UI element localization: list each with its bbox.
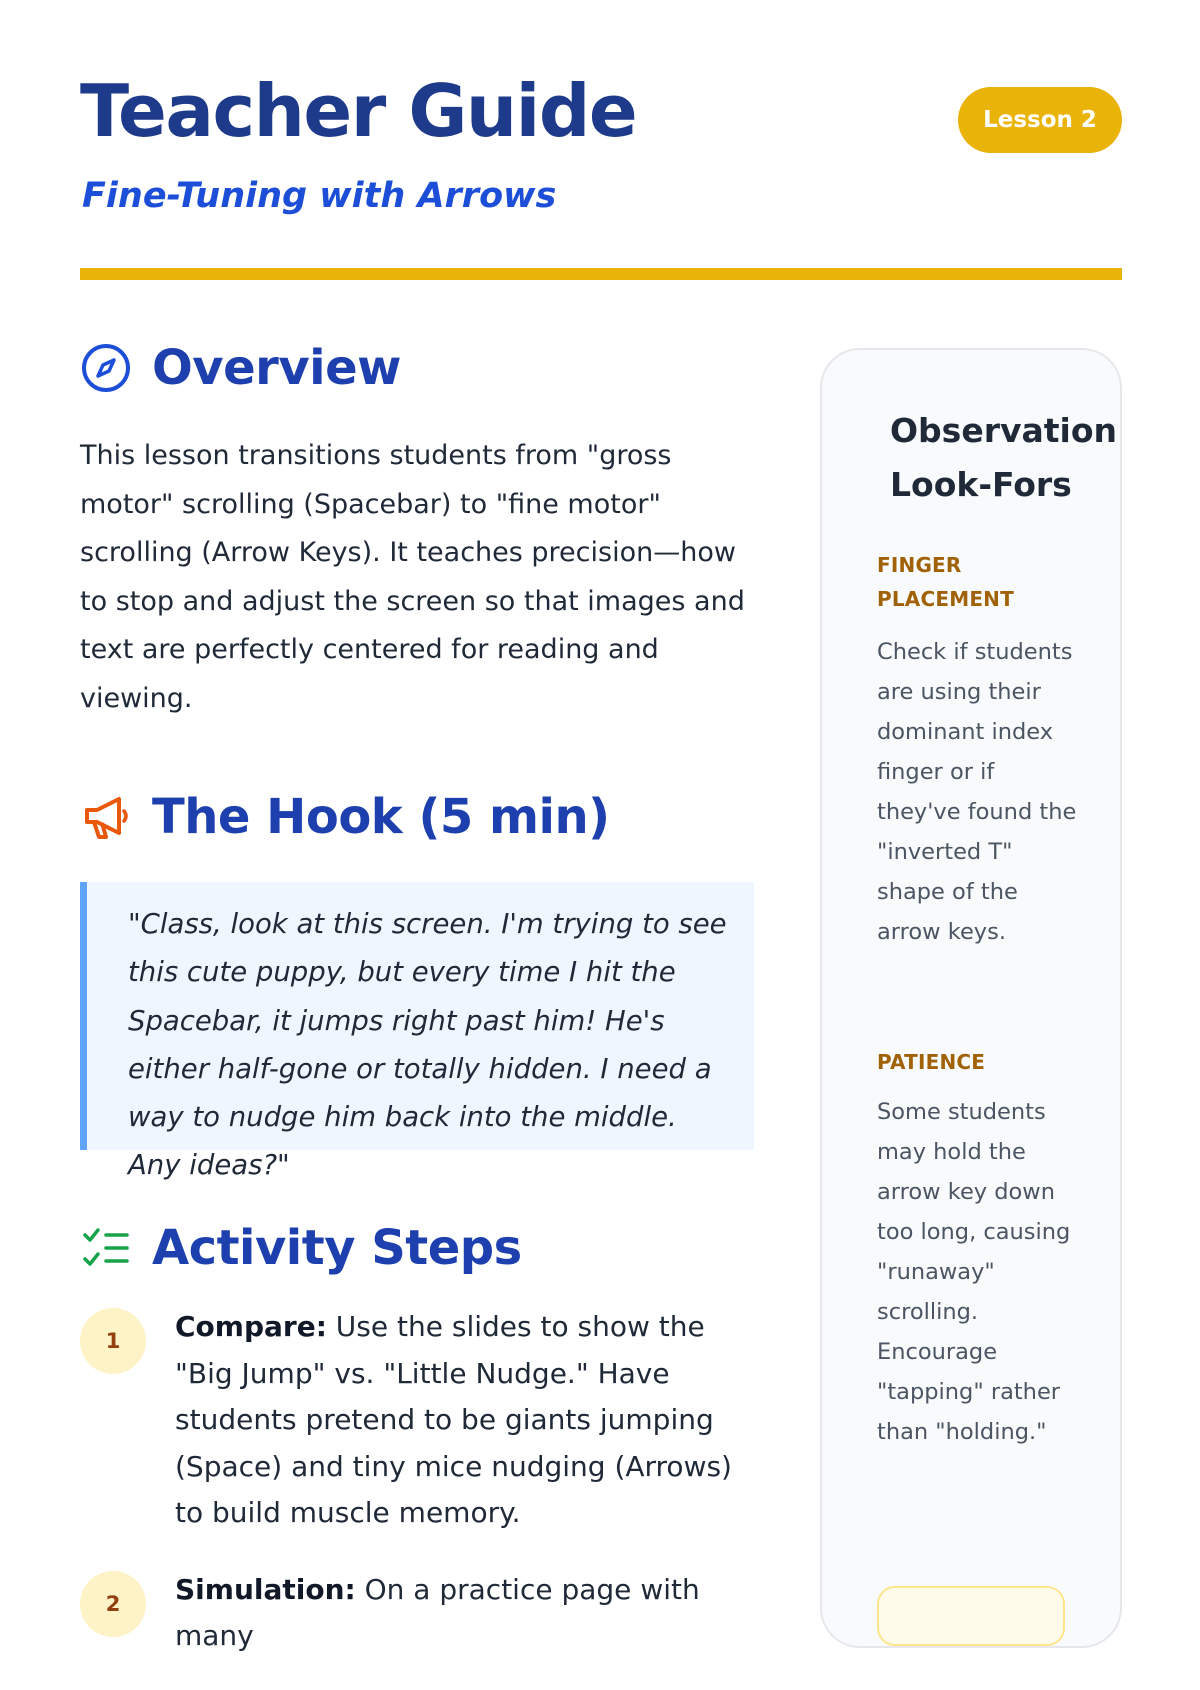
- lesson-badge: Lesson 2: [958, 87, 1122, 153]
- compass-icon: [80, 342, 132, 394]
- observation-sidebar: [820, 348, 1122, 1648]
- step-text: [175, 1567, 760, 1660]
- hook-quote-text: "Class, look at this screen. I'm trying to see this cute puppy, but every time I hit the Spacebar, it jumps right past him! He's either half-gone or totally hidden. I need a way to nudge him back into the middle. Any ideas?": [128, 908, 727, 1182]
- step-text: [175, 1304, 760, 1537]
- overview-heading-row: [80, 340, 401, 396]
- activity-heading-row: [80, 1220, 522, 1276]
- sidebar-tip-card: [877, 1586, 1065, 1646]
- step-number: 1: [80, 1308, 146, 1374]
- sidebar-heading: Observation Look-Fors: [890, 411, 1118, 504]
- lookfor-label: PATIENCE: [877, 1050, 986, 1074]
- activity-heading: Activity Steps: [152, 1220, 522, 1276]
- step-body: On a practice page with many: [175, 1572, 700, 1652]
- lookfor-text: Some students may hold the arrow key down too long, causing "runaway" scrolling. Encourage "tapping" rather than "holding.": [877, 1099, 1071, 1445]
- overview-heading: Overview: [152, 340, 401, 396]
- step-body: Use the slides to show the "Big Jump" vs. "Little Nudge." Have students pretend to be giants jumping (Space) and tiny mice nudging (Arrows) to build muscle memory.: [175, 1310, 732, 1529]
- megaphone-icon: [80, 791, 132, 843]
- page-subtitle: Fine-Tuning with Arrows: [82, 176, 557, 216]
- hook-heading: The Hook (5 min): [152, 789, 610, 845]
- activity-step: [80, 1567, 760, 1660]
- step-label: Compare:: [175, 1310, 327, 1343]
- activity-steps-list: [80, 1304, 760, 1690]
- header-divider: [80, 268, 1122, 280]
- hook-quote: [80, 882, 754, 1182]
- page-title: Teacher Guide: [80, 69, 637, 153]
- lookfor-text: Check if students are using their dominant index finger or if they've found the "inverted T" shape of the arrow keys.: [877, 639, 1077, 945]
- activity-step: [80, 1304, 760, 1537]
- checklist-icon: [80, 1222, 132, 1274]
- step-label: Simulation:: [175, 1572, 356, 1606]
- lookfor-label: FINGER PLACEMENT: [877, 553, 1014, 611]
- step-number: 2: [80, 1571, 146, 1637]
- overview-text: This lesson transitions students from "gross motor" scrolling (Spacebar) to "fine motor" scrolling (Arrow Keys). It teaches precision—how to stop and adjust the screen so that images and text are perfectly centered for reading and viewing.: [80, 440, 745, 714]
- hook-heading-row: [80, 789, 610, 845]
